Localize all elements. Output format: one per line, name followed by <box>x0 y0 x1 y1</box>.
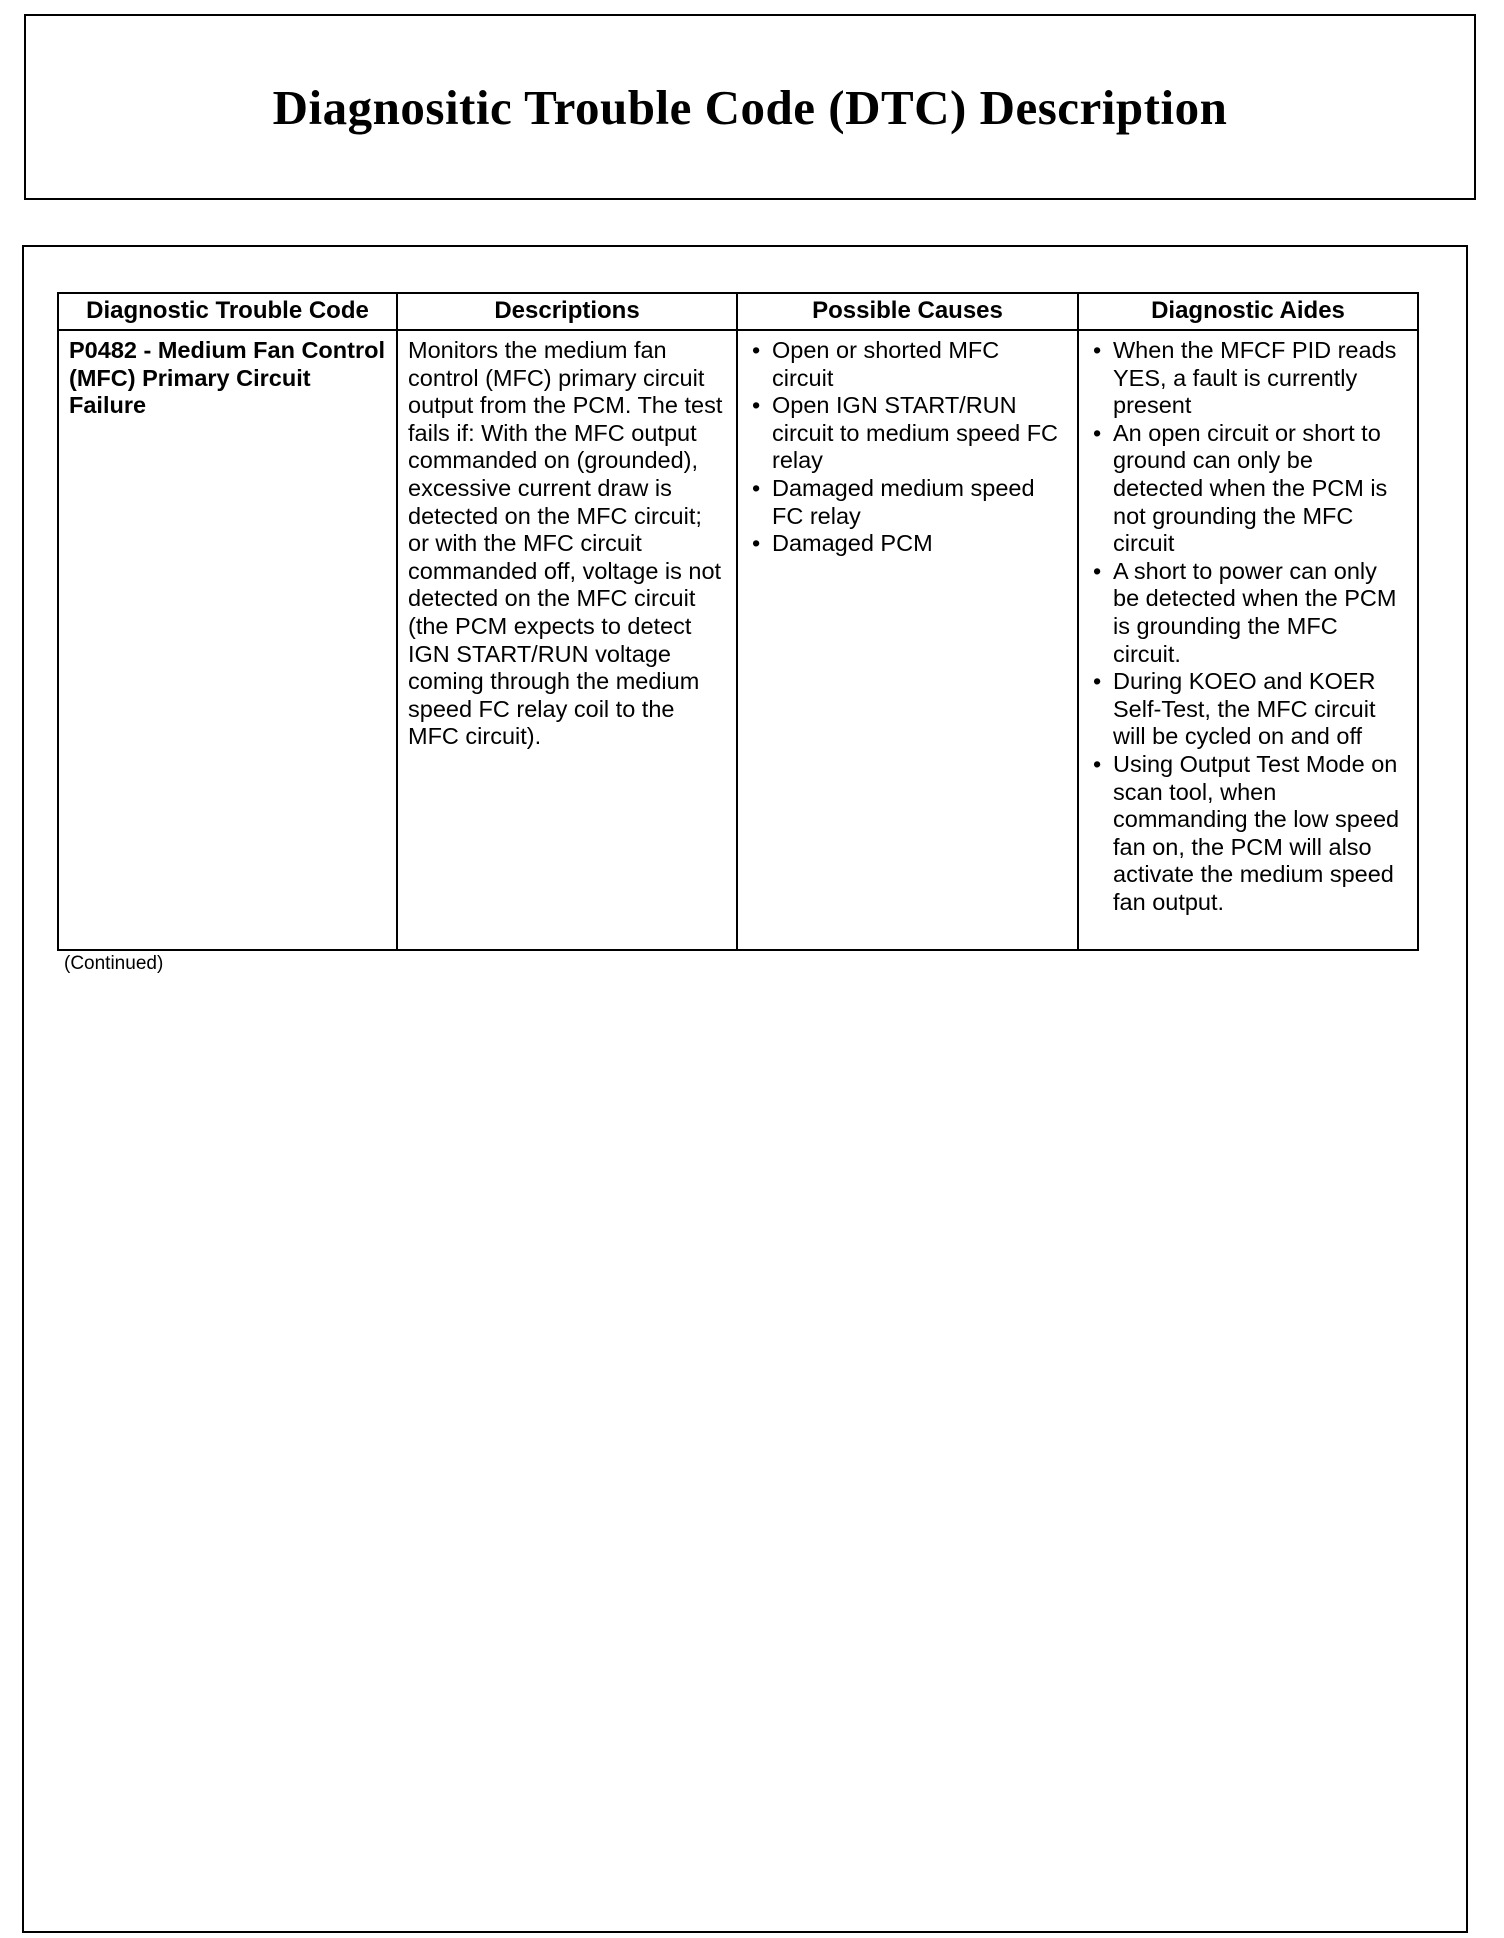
list-item: • Open or shorted MFC circuit <box>748 337 1067 392</box>
column-header-code: Diagnostic Trouble Code <box>58 293 397 330</box>
possible-causes-cell <box>737 330 1078 950</box>
column-header-causes: Possible Causes <box>737 293 1078 330</box>
aides-list <box>1089 337 1407 916</box>
dtc-table <box>57 292 1419 951</box>
diagnostic-aides-cell <box>1078 330 1418 950</box>
continued-note: (Continued) <box>64 953 164 974</box>
column-header-descriptions: Descriptions <box>397 293 737 330</box>
content-box <box>22 245 1468 1933</box>
dtc-code-cell: P0482 - Medium Fan Control (MFC) Primary Circuit Failure <box>58 330 397 950</box>
list-item: • A short to power can only be detected when the PCM is grounding the MFC circuit. <box>1089 558 1407 668</box>
causes-list <box>748 337 1067 558</box>
title-box <box>24 14 1476 200</box>
list-item: • Damaged PCM <box>748 530 1067 558</box>
list-item: • During KOEO and KOER Self-Test, the MFC circuit will be cycled on and off <box>1089 668 1407 751</box>
list-item: • Open IGN START/RUN circuit to medium speed FC relay <box>748 392 1067 475</box>
table-row <box>58 330 1418 950</box>
description-cell: Monitors the medium fan control (MFC) primary circuit output from the PCM. The test fails if: With the MFC output commanded on (grounded), excessive current draw is detected on the MFC circuit; or with the MFC circuit commanded off, voltage is not detected on the MFC circuit (the PCM expects to detect IGN START/RUN voltage coming through the medium speed FC relay coil to the MFC circuit). <box>397 330 737 950</box>
column-header-aides: Diagnostic Aides <box>1078 293 1418 330</box>
table-header-row <box>58 293 1418 330</box>
list-item: • An open circuit or short to ground can only be detected when the PCM is not grounding the MFC circuit <box>1089 420 1407 558</box>
page-title: Diagnositic Trouble Code (DTC) Description <box>272 79 1228 135</box>
list-item: • When the MFCF PID reads YES, a fault is currently present <box>1089 337 1407 420</box>
list-item: • Using Output Test Mode on scan tool, when commanding the low speed fan on, the PCM will also activate the medium speed fan output. <box>1089 751 1407 917</box>
list-item: • Damaged medium speed FC relay <box>748 475 1067 530</box>
